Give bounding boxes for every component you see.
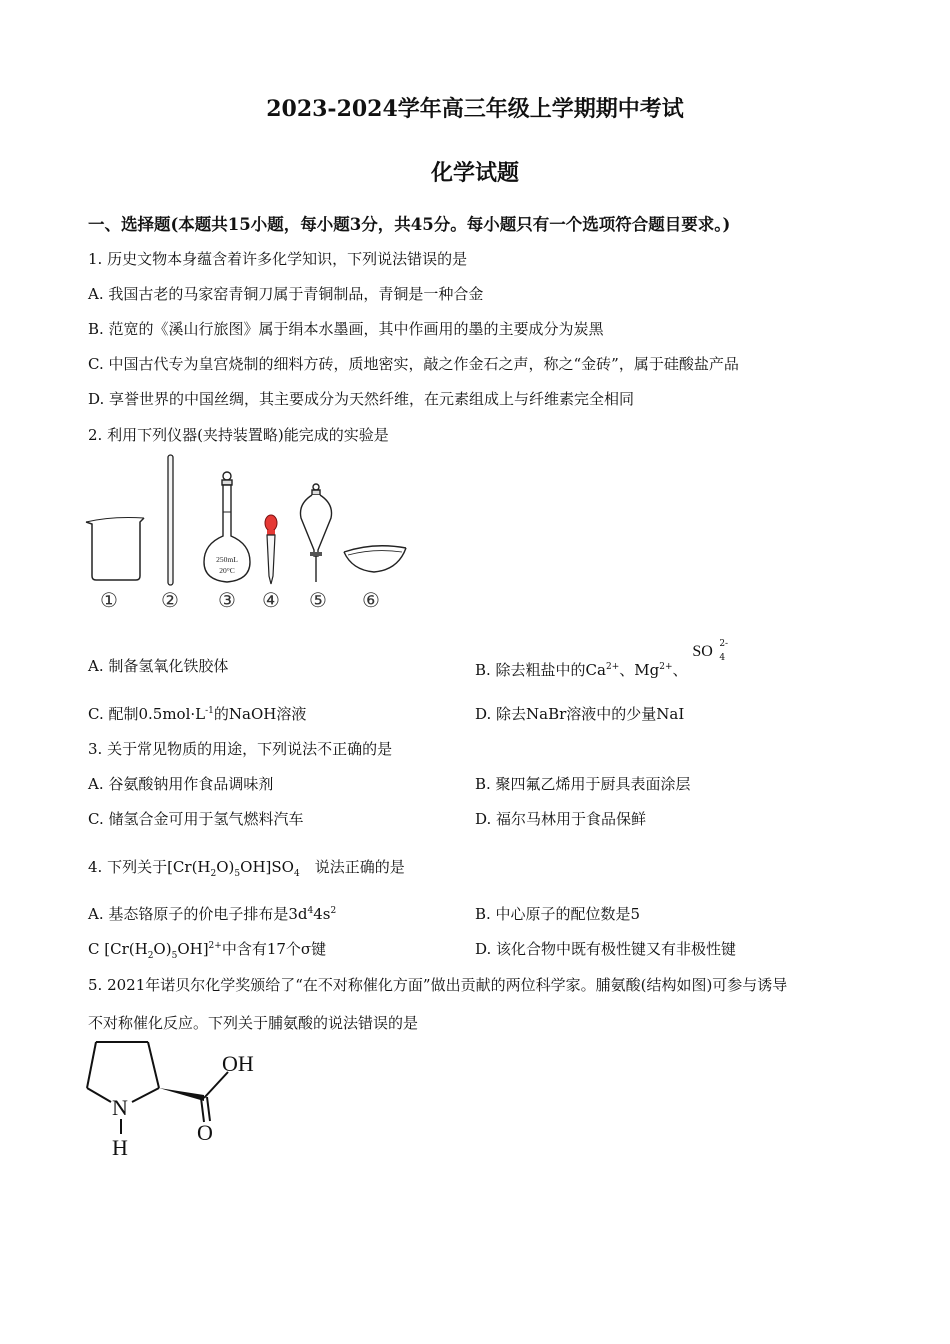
- hydrogen-label: H: [112, 1135, 128, 1160]
- q2-stem: 2. 利用下列仪器(夹持装置略)能完成的实验是: [88, 426, 389, 444]
- q1-option-a: A. 我国古老的马家窑青铜刀属于青铜制品，青铜是一种合金: [88, 285, 484, 303]
- proline-structure: [80, 1040, 270, 1165]
- q1-option-c: C. 中国古代专为皇宫烧制的细料方砖，质地密实，敲之作金石之声，称之“金砖”，属于硅酸盐产品: [88, 355, 739, 373]
- q1-option-d: D. 享誉世界的中国丝绸，其主要成分为天然纤维，在元素组成上与纤维素完全相同: [88, 390, 635, 408]
- q4-stem: 4. 下列关于$[Cr(H_2O)_5OH]SO_4$ 说法正确的是: [88, 858, 405, 879]
- volumetric-flask-icon: [204, 472, 250, 582]
- beaker-icon: [86, 518, 144, 581]
- q4-option-b: B. 中心原子的配位数是5: [475, 905, 641, 923]
- apparatus-label-2: ②: [161, 590, 179, 612]
- q3-stem: 3. 关于常见物质的用途，下列说法不正确的是: [88, 740, 393, 758]
- q4-option-d: D. 该化合物中既有极性键又有非极性键: [475, 940, 737, 958]
- flask-volume-text: 250mL: [216, 555, 238, 564]
- apparatus-label-6: ⑥: [362, 590, 380, 612]
- q5-stem-line1: 5. 2021年诺贝尔化学奖颁给了“在不对称催化方面”做出贡献的两位科学家。脯氨酸(结构如图)可参与诱导: [88, 976, 788, 994]
- evaporating-dish-icon: [344, 546, 406, 572]
- section-heading: 一、选择题(本题共15小题，每小题3分，共45分。每小题只有一个选项符合题目要求。): [88, 215, 731, 234]
- q1-option-b: B. 范宽的《溪山行旅图》属于绢本水墨画，其中作画用的墨的主要成分为炭黑: [88, 320, 604, 338]
- glass-rod-icon: [168, 455, 173, 585]
- subject-title: 化学试题: [430, 160, 519, 186]
- apparatus-label-3: ③: [218, 590, 236, 612]
- q2-option-c: C. 配制$0.5mol\cdot L^{-1}$的NaOH溶液: [88, 705, 307, 723]
- dropper-icon: [265, 515, 277, 584]
- q1-stem: 1. 历史文物本身蕴含着许多化学知识，下列说法错误的是: [88, 250, 468, 268]
- q3-option-b: B. 聚四氟乙烯用于厨具表面涂层: [475, 775, 691, 793]
- q4-option-c: C $[Cr(H_2O)_5OH]^{2+}$中含有17个σ键: [88, 940, 327, 961]
- separatory-funnel-icon: [300, 484, 331, 582]
- lab-apparatus-figure: [82, 452, 422, 614]
- apparatus-label-4: ④: [262, 590, 280, 612]
- q2-option-d: D. 除去NaBr溶液中的少量NaI: [475, 705, 685, 723]
- flask-temp-text: 20°C: [219, 566, 235, 575]
- q2-option-a: A. 制备氢氧化铁胶体: [88, 657, 229, 675]
- q2-option-b: B. 除去粗盐中的$Ca^{2+}$、$Mg^{2+}$、 SO 2- 4: [475, 655, 732, 680]
- sulfate-ion-formula: SO 2- 4: [692, 639, 729, 663]
- exam-title: 2023-2024学年高三年级上学期期中考试: [266, 96, 684, 122]
- q3-option-c: C. 储氢合金可用于氢气燃料汽车: [88, 810, 304, 828]
- apparatus-label-5: ⑤: [309, 590, 327, 612]
- q3-option-d: D. 福尔马林用于食品保鲜: [475, 810, 647, 828]
- q3-option-a: A. 谷氨酸钠用作食品调味剂: [88, 775, 274, 793]
- q4-option-a: A. 基态铬原子的价电子排布是$3d^44s^2$: [88, 905, 337, 923]
- oxygen-label: O: [197, 1120, 213, 1145]
- nitrogen-label: N: [112, 1095, 128, 1120]
- apparatus-label-1: ①: [100, 590, 118, 612]
- wedge-bond: [159, 1088, 204, 1101]
- hydroxyl-label: OH: [222, 1051, 254, 1076]
- q5-stem-line2: 不对称催化反应。下列关于脯氨酸的说法错误的是: [88, 1014, 419, 1032]
